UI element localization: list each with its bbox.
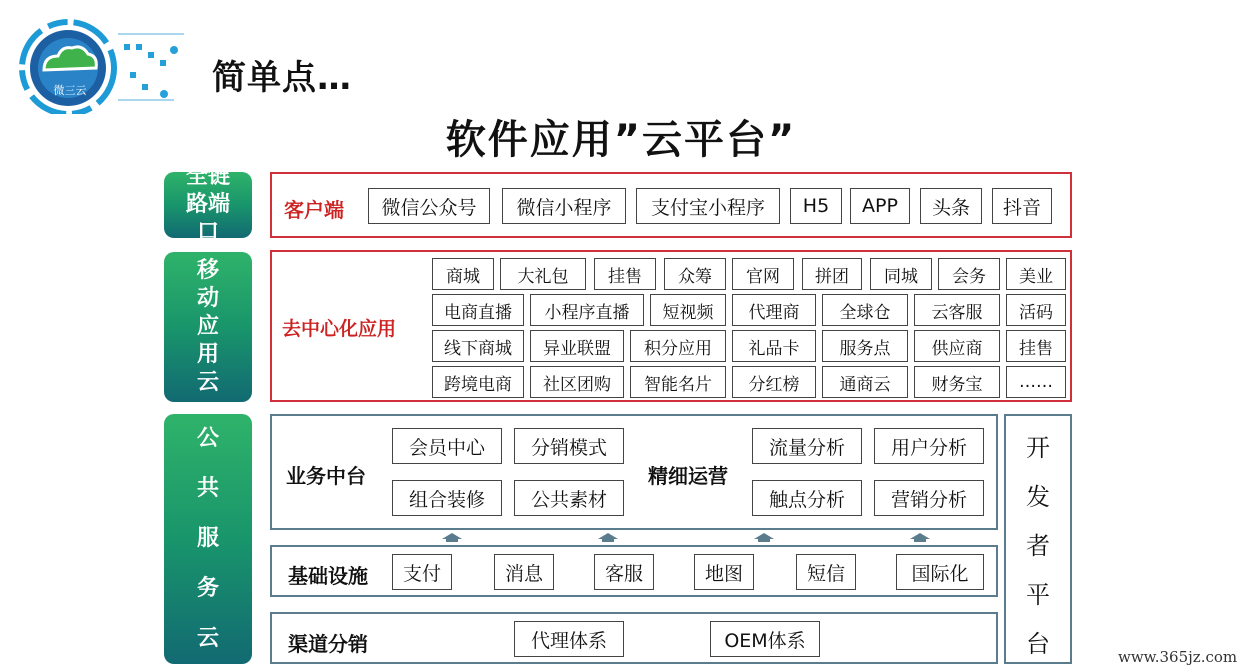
label-mobile-cloud-text: 移动应用云 [196,258,219,395]
mobile-app-label: 去中心化应用 [282,318,397,340]
app-item: 活码 [1006,294,1066,326]
app-item: 跨境电商 [432,366,524,398]
app-item: 短视频 [650,294,726,326]
app-item: 全球仓 [822,294,908,326]
app-item: 拼团 [802,258,862,290]
logo-text: 微三云 [53,84,87,97]
dev-platform-label [1004,424,1072,669]
app-item: 小程序直播 [530,294,644,326]
app-item: 美业 [1006,258,1066,290]
app-item: 财务宝 [914,366,1000,398]
app-item: 挂售 [594,258,656,290]
app-item: 大礼包 [500,258,586,290]
app-item: 通商云 [822,366,908,398]
page-title: 软件应用”云平台” [445,117,797,163]
label-mobile-cloud [164,252,252,402]
biz-item: 分销模式 [514,428,624,464]
app-item: 供应商 [914,330,1000,362]
app-item: 商城 [432,258,494,290]
client-item: APP [850,188,910,224]
app-item: 同城 [870,258,932,290]
client-item: H5 [790,188,842,224]
arrow-stem [758,539,770,542]
ops-item: 营销分析 [874,480,984,516]
app-item: 云客服 [914,294,1000,326]
dev-platform-text: 开发者平台 [1026,434,1050,658]
arrow-stem [914,539,926,542]
channel-item: OEM体系 [710,621,820,657]
biz-item: 组合装修 [392,480,502,516]
app-item: 众筹 [664,258,726,290]
app-item: 线下商城 [432,330,524,362]
app-item: …… [1006,366,1066,398]
channel-label: 渠道分销 [288,632,368,656]
label-endpoints [164,164,253,245]
page-heading: 简单点… [212,58,352,98]
label-public-cloud [164,414,252,664]
channel-frame [270,612,998,664]
client-item: 头条 [920,188,982,224]
arrow-stem [446,539,458,542]
channel-item: 代理体系 [514,621,624,657]
ops-label: 精细运营 [648,464,728,488]
ops-item: 触点分析 [752,480,862,516]
app-item: 会务 [938,258,1000,290]
base-item: 支付 [392,554,452,590]
app-item: 礼品卡 [732,330,816,362]
client-item: 抖音 [992,188,1052,224]
app-item: 电商直播 [432,294,524,326]
base-item: 国际化 [896,554,984,590]
base-item: 地图 [694,554,754,590]
base-item: 客服 [594,554,654,590]
app-item: 社区团购 [530,366,624,398]
biz-label: 业务中台 [286,464,366,488]
ops-item: 流量分析 [752,428,862,464]
client-label: 客户端 [284,198,344,222]
app-item: 代理商 [732,294,816,326]
app-item: 服务点 [822,330,908,362]
app-item: 官网 [732,258,794,290]
biz-item: 公共素材 [514,480,624,516]
client-item: 微信公众号 [368,188,490,224]
label-endpoints-text: 全链路端 口 [185,164,253,245]
label-public-cloud-text: 公共服务云 [196,426,219,651]
app-item: 分红榜 [732,366,816,398]
biz-item: 会员中心 [392,428,502,464]
client-item: 支付宝小程序 [636,188,780,224]
base-item: 短信 [796,554,856,590]
watermark: www.365jz.com [1118,648,1238,666]
arrow-stem [602,539,614,542]
app-item: 智能名片 [630,366,726,398]
client-item: 微信小程序 [502,188,626,224]
ops-item: 用户分析 [874,428,984,464]
app-item: 异业联盟 [530,330,624,362]
base-item: 消息 [494,554,554,590]
base-label: 基础设施 [288,564,368,588]
app-item: 挂售 [1006,330,1066,362]
logo [14,14,194,114]
app-item: 积分应用 [630,330,726,362]
